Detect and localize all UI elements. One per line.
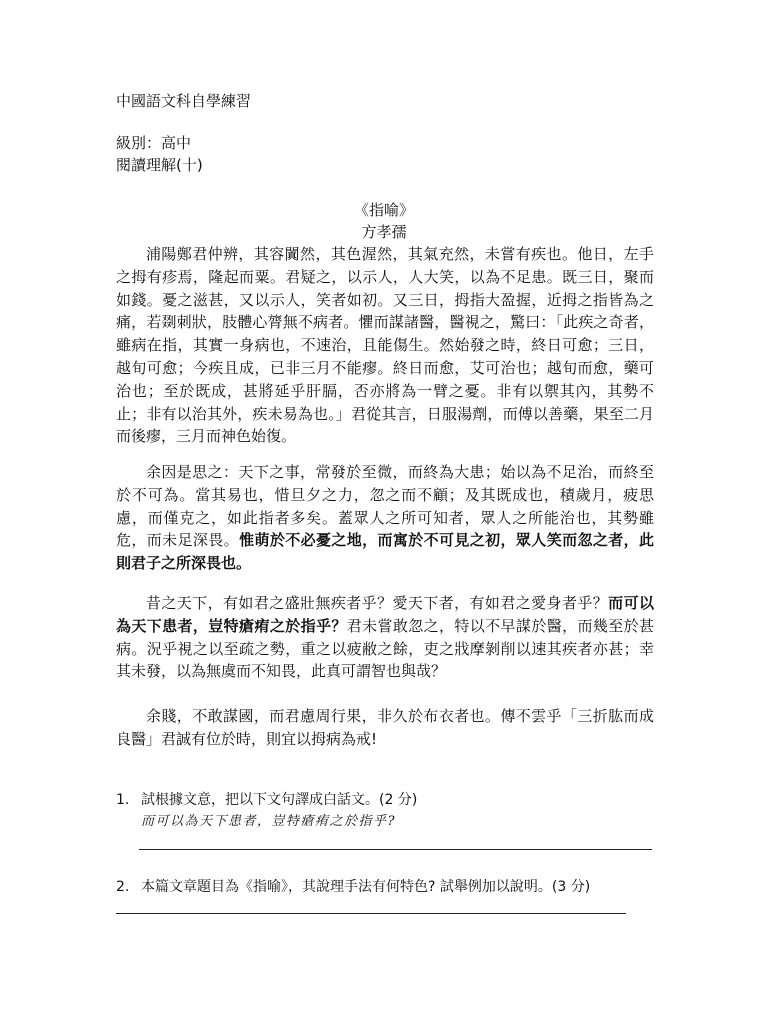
paragraph-3-text-a: 昔之天下，有如君之盛壯無疾者乎？愛天下者，有如君之愛身者乎？ xyxy=(146,594,609,612)
worksheet-title: 中國語文科自學練習 xyxy=(116,92,252,110)
question-2-number: 2. xyxy=(116,879,130,895)
question-2-text: 本篇文章題目為《指喻》，其說理手法有何特色? 試舉例加以說明。(3 分) xyxy=(141,879,591,895)
essay-paragraph-1: 浦陽鄭君仲辨，其容闐然，其色渥然，其氣充然，未嘗有疾也。他日，左手之拇有疹焉，隆起而粟。君疑之，以示人，人大笑，以為不足患。既三日，聚而如錢。憂之滋甚，又以示人，笑者如初。又三日，拇指大盈握，近拇之指皆為之痛，若剟刺狀，肢體心膂無不病者。懼而謀諸醫，醫視之，驚曰：「此疾之奇者，雖病在指，其實一身病也，不速治，且能傷生。然始發之時，終日可愈；三日，越旬可愈；今疾且成，已非三月不能瘳。終日而愈，艾可治也；越旬而愈，藥可治也；至於既成，甚將延乎肝膈，否亦將為一臂之憂。非有以禦其內，其勢不止；非有以治其外，疾未易為也。」君從其言，日服湯劑，而傅以善藥，果至二月而後瘳，三月而神色始復。 xyxy=(116,245,654,446)
question-1-text: 試根據文意，把以下文句譯成白話文。(2 分) xyxy=(141,792,418,808)
essay-paragraph-4: 余賤，不敢謀國，而君慮周行果，非久於布衣者也。傳不雲乎「三折肱而成良醫」君誠有位於時，則宜以拇病為戒! xyxy=(116,707,654,748)
question-2-answer-line[interactable] xyxy=(116,913,626,914)
question-1-number: 1. xyxy=(116,792,130,808)
paragraph-2-text: 余因是思之：天下之事，常發於至微，而終為大患；始以為不足治，而終至於不可為。當其易也，惜旦夕之力，忽之而不顧；及其既成也，積歲月，疲思慮，而僅克之，如此指者多矣。蓋眾人之所可知者，眾人之所能治也，其勢雖危，而未足深畏。 xyxy=(116,463,654,550)
paragraph-3-bold-text: 而可以為天下患者，豈特瘡痏之於指乎？ xyxy=(116,594,654,635)
paragraph-3-text-b: 君未嘗敢忽之，特以不早謀於醫，而幾至於甚病。況乎視之以至疏之勢，重之以疲敝之餘，吏之戕摩剝削以速其疾者亦甚；幸其未發，以為無虞而不知畏，此真可謂智也與哉？ xyxy=(116,616,654,681)
unit-label: 閱讀理解(十) xyxy=(116,156,203,174)
essay-paragraph-2 xyxy=(116,461,654,575)
question-1-quote: 而可以為天下患者，豈特瘡痏之於指乎? xyxy=(141,814,396,829)
paragraph-2-bold-text: 惟萌於不必憂之地，而寓於不可見之初，眾人笑而忽之者，此則君子之所深畏也。 xyxy=(116,531,654,573)
essay-author: 方孝孺 xyxy=(361,223,407,241)
essay-paragraph-3 xyxy=(116,592,654,683)
essay-title: 《指喻》 xyxy=(353,201,414,219)
level-label: 級別：高中 xyxy=(116,134,192,152)
question-1-answer-line[interactable] xyxy=(139,849,652,850)
